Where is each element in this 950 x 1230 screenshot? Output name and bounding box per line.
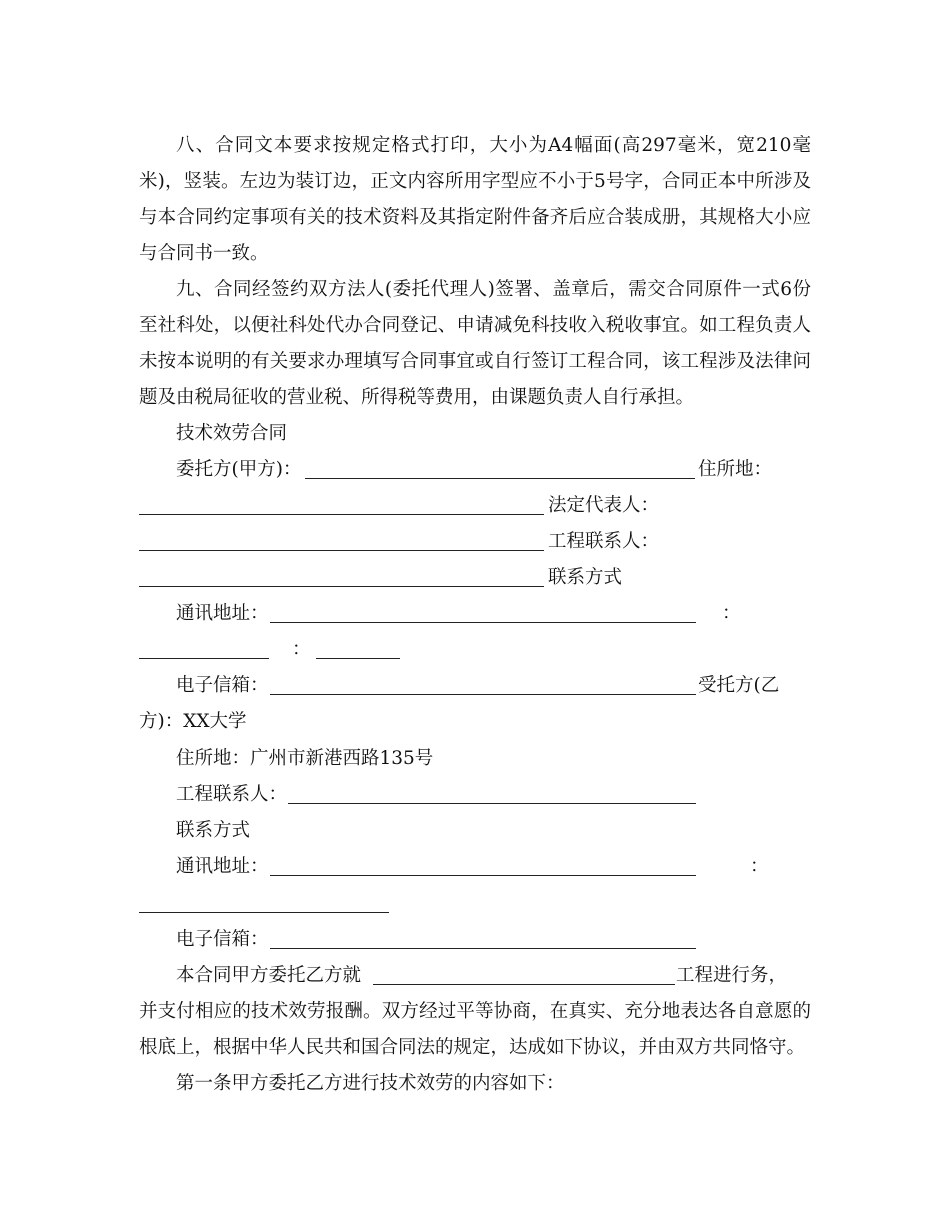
residence-label: 住所地：: [698, 459, 773, 480]
party-b-email-label: 电子信箱：: [176, 929, 269, 950]
party-b-residence: 住所地：广州市新港西路135号: [176, 748, 434, 769]
clause-9-paragraph: 九、合同经签约双方法人(委托代理人)签署、盖章后，需交合同原件一式6份至社科处，以便社科处代办合同登记、申请减免科技收入税收事宜。如工程负责人未按本说明的有关要求办理填写合同事宜或自行签订工程合同，该工程涉及法律问题及由税局征收的营业税、所得税等费用，由课题负责人自行承担。: [139, 279, 811, 408]
residence-blank[interactable]: [139, 514, 544, 515]
party-a-colon-1: ：: [722, 603, 741, 624]
contract-title: 技术效劳合同: [176, 423, 288, 444]
trustee-name: 方)：XX大学: [139, 711, 247, 732]
party-b-contact-method-label: 联系方式: [176, 820, 251, 841]
party-a-phone-blank[interactable]: [316, 658, 400, 659]
party-a-address-label: 通讯地址：: [176, 603, 269, 624]
article-1: 第一条甲方委托乙方进行技术效劳的内容如下：: [176, 1073, 565, 1094]
party-b-email-blank[interactable]: [270, 948, 696, 949]
intro-part-b: 工程进行务，: [676, 965, 788, 986]
party-a-postcode-blank[interactable]: [139, 658, 269, 659]
intro-paragraph-rest: 并支付相应的技术效劳报酬。双方经过平等协商，在真实、充分地表达各自意愿的根底上，根据中华人民共和国合同法的规定，达成如下协议，并由双方共同恪守。: [139, 1001, 811, 1058]
project-name-blank[interactable]: [373, 984, 675, 985]
legal-rep-label: 法定代表人：: [548, 495, 660, 516]
party-b-colon: ：: [750, 856, 769, 877]
party-a-address-blank[interactable]: [270, 622, 696, 623]
party-b-extra-blank[interactable]: [139, 912, 389, 913]
clause-8-paragraph: 八、合同文本要求按规定格式打印，大小为A4幅面(高297毫米，宽210毫米)，竖装。左边为装订边，正文内容所用字型应不小于5号字，合同正本中所涉及与本合同约定事项有关的技术资料及其指定附件备齐后应合装成册，其规格大小应与合同书一致。: [139, 135, 811, 264]
party-a-contact-method-label: 联系方式: [548, 567, 623, 588]
party-b-contact-person-label: 工程联系人：: [176, 784, 288, 805]
party-a-email-blank[interactable]: [270, 694, 696, 695]
trustee-label: 受托方(乙: [698, 675, 780, 696]
party-b-address-label: 通讯地址：: [176, 856, 269, 877]
party-b-address-blank[interactable]: [270, 875, 696, 876]
intro-part-a: 本合同甲方委托乙方就: [176, 965, 362, 986]
client-label: 委托方(甲方)：: [176, 459, 302, 480]
party-a-contact-person-label: 工程联系人：: [548, 531, 660, 552]
party-a-email-label: 电子信箱：: [176, 675, 269, 696]
legal-rep-blank[interactable]: [139, 550, 544, 551]
party-b-contact-person-blank[interactable]: [288, 803, 696, 804]
party-a-contact-person-blank[interactable]: [139, 586, 544, 587]
party-a-colon-2: ：: [292, 639, 311, 660]
client-blank[interactable]: [305, 478, 695, 479]
